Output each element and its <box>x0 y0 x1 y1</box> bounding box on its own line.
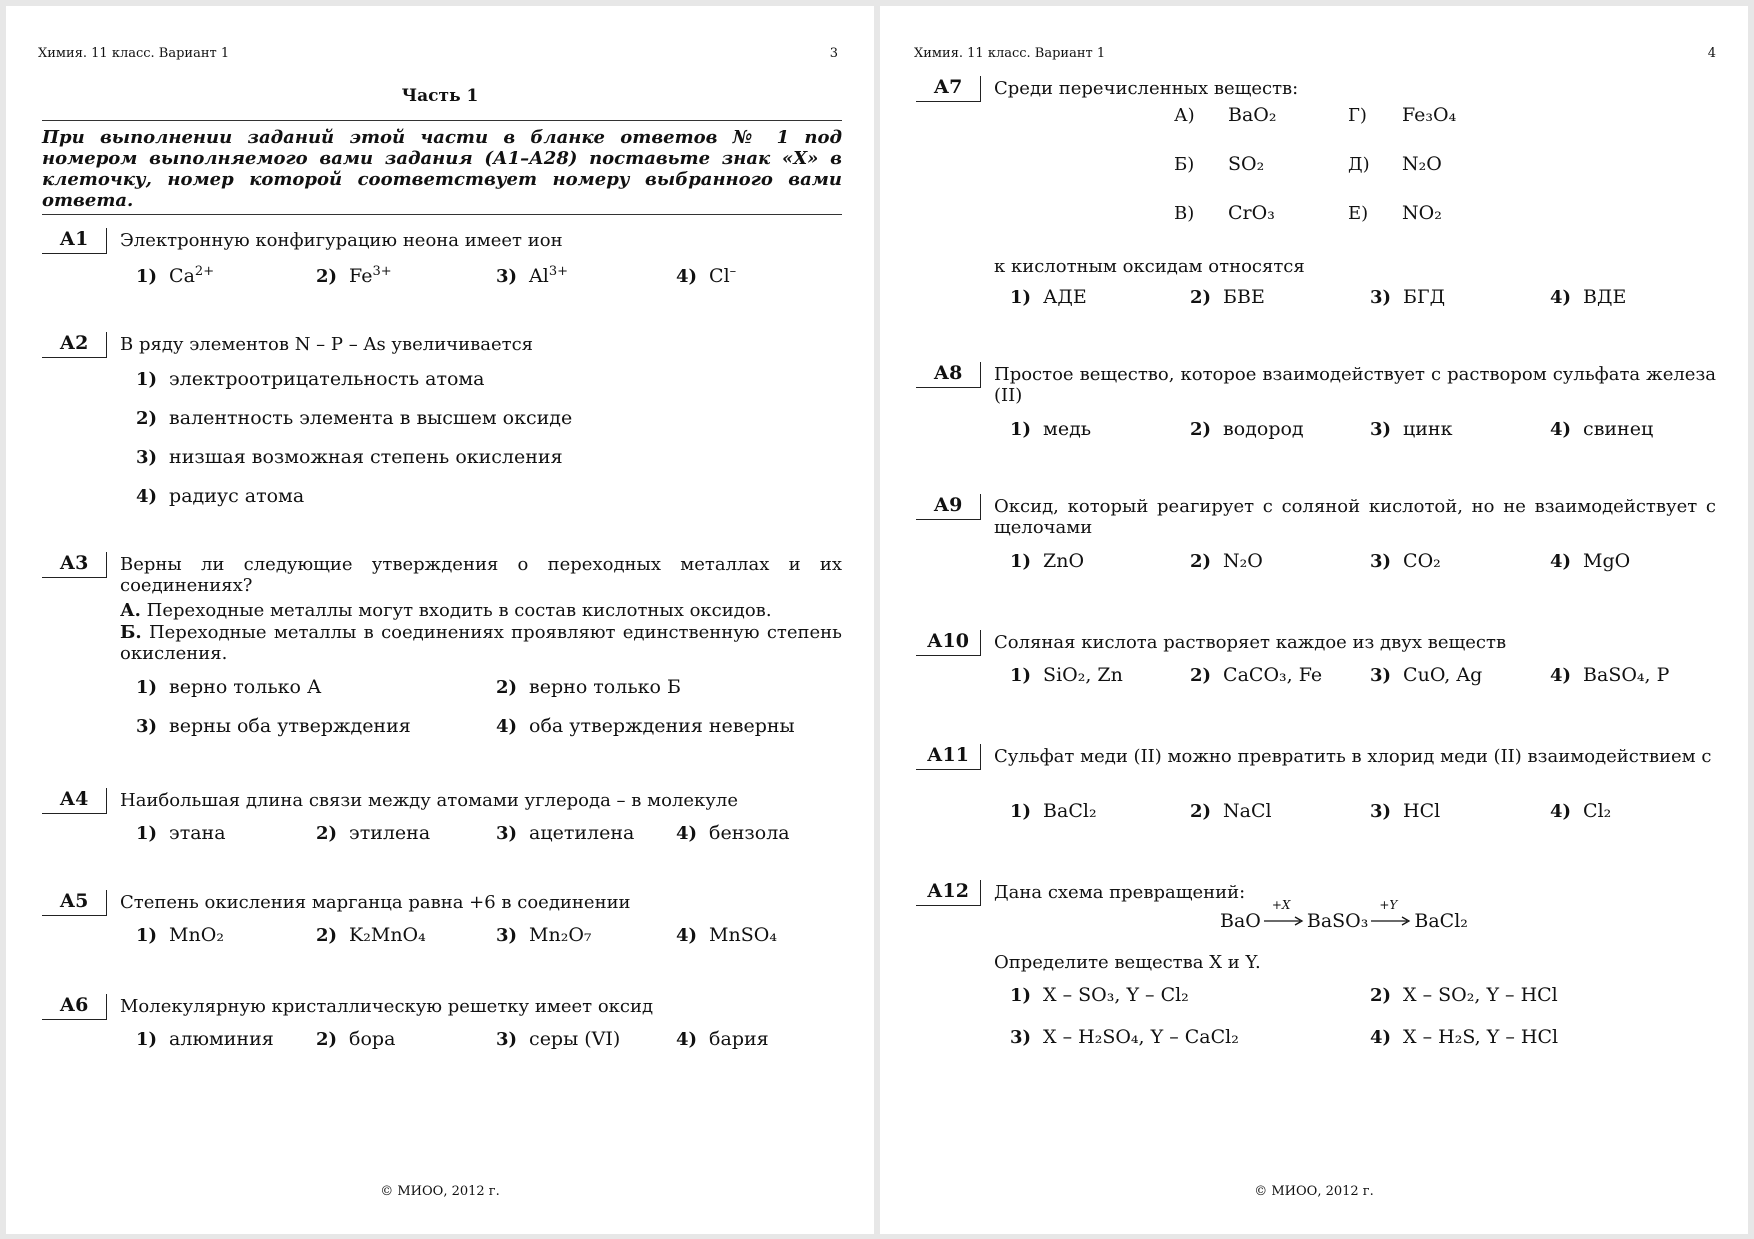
reaction-arrow-icon: +Y <box>1371 913 1411 927</box>
page-number: 4 <box>1707 46 1716 61</box>
question-number: А6 <box>42 994 107 1020</box>
answer-option: 3) $Al^{3+}$ <box>496 264 569 287</box>
answer-option: 1) электроотрицательность атома <box>136 368 485 390</box>
answer-option: 1) X – SO₃, Y – Cl₂ <box>1010 984 1189 1006</box>
answer-option: 1) MnO₂ <box>136 924 224 946</box>
question-a11 <box>916 744 1716 824</box>
instructions: При выполнении заданий этой части в бланке ответов № 1 под номером выполняемого вами задания (А1–А28) поставьте знак «Х» в клеточку, номер которой соответствует номеру выбранного вами ответа. <box>42 120 842 215</box>
question-a9 <box>916 494 1716 574</box>
header-title: Химия. 11 класс. Вариант 1 <box>38 46 230 61</box>
question-a8 <box>916 362 1716 442</box>
answer-option: 4) свинец <box>1550 418 1654 440</box>
question-text: Дана схема превращений: <box>994 882 1246 903</box>
answer-option: 1) $Ca^{2+}$ <box>136 264 215 287</box>
substance-item: А) BaO₂ <box>1174 104 1277 126</box>
question-a2 <box>42 332 842 512</box>
question-text: Молекулярную кристаллическую решетку имеет оксид <box>120 996 654 1017</box>
answer-option: 2) этилена <box>316 822 431 844</box>
answer-option: 3) ацетилена <box>496 822 635 844</box>
answer-option: 3) серы (VI) <box>496 1028 621 1050</box>
answer-option: 3) Mn₂O₇ <box>496 924 592 946</box>
answer-option: 3) низшая возможная степень окисления <box>136 446 563 468</box>
answer-option: 1) алюминия <box>136 1028 274 1050</box>
answer-option: 1) верно только А <box>136 676 322 698</box>
question-text: Оксид, который реагирует с соляной кислотой, но не взаимодействует с щелочами <box>994 496 1716 538</box>
transformation-scheme <box>1220 898 1468 932</box>
answer-option: 3) HCl <box>1370 800 1441 822</box>
answer-option: 4) оба утверждения неверны <box>496 715 795 737</box>
question-number: А10 <box>916 630 981 656</box>
question-a1 <box>42 228 842 288</box>
answer-option: 4) радиус атома <box>136 485 305 507</box>
question-number: А3 <box>42 552 107 578</box>
answer-option: 1) этана <box>136 822 226 844</box>
answer-option: 3) БГД <box>1370 286 1446 308</box>
answer-option: 4) MnSO₄ <box>676 924 777 946</box>
answer-option: 3) CuO, Ag <box>1370 664 1483 686</box>
answer-option: 4) Cl₂ <box>1550 800 1612 822</box>
question-continuation: к кислотным оксидам относятся <box>994 256 1305 277</box>
part-title: Часть 1 <box>401 86 479 106</box>
substance-item: В) CrO₃ <box>1174 202 1275 224</box>
question-number: А9 <box>916 494 981 520</box>
answer-option: 2) $Fe^{3+}$ <box>316 264 392 287</box>
substance-item: Д) N₂O <box>1348 153 1442 175</box>
answer-option: 2) NaCl <box>1190 800 1272 822</box>
answer-option: 1) ZnO <box>1010 550 1085 572</box>
right-page <box>880 6 1748 1234</box>
answer-option: 4) MgO <box>1550 550 1631 572</box>
question-number: А7 <box>916 76 981 102</box>
question-number: А1 <box>42 228 107 254</box>
answer-option: 2) N₂O <box>1190 550 1263 572</box>
question-number: А5 <box>42 890 107 916</box>
answer-option: 4) Cl– <box>676 264 737 287</box>
answer-option: 3) CO₂ <box>1370 550 1441 572</box>
left-page <box>6 6 874 1234</box>
footer-copyright: © МИОО, 2012 г. <box>1254 1184 1374 1199</box>
answer-option: 1) АДЕ <box>1010 286 1087 308</box>
question-a4 <box>42 788 842 848</box>
question-a6 <box>42 994 842 1054</box>
answer-option: 1) BaCl₂ <box>1010 800 1097 822</box>
question-a12 <box>916 880 1716 1060</box>
answer-option: 2) БВЕ <box>1190 286 1265 308</box>
question-a3 <box>42 552 842 742</box>
question-text: Соляная кислота растворяет каждое из двух веществ <box>994 632 1507 653</box>
question-number: А12 <box>916 880 981 906</box>
answer-option: 1) SiO₂, Zn <box>1010 664 1123 686</box>
header-title: Химия. 11 класс. Вариант 1 <box>914 46 1106 61</box>
question-continuation: Определите вещества X и Y. <box>994 952 1261 973</box>
page-number: 3 <box>829 46 838 61</box>
question-text: Среди перечисленных веществ: <box>994 78 1299 99</box>
question-text: Сульфат меди (II) можно превратить в хлорид меди (II) взаимодействием с <box>994 746 1712 767</box>
reaction-arrow-icon: +X <box>1264 913 1304 927</box>
scheme-mid: BaSO₃ <box>1306 910 1369 932</box>
question-a5 <box>42 890 842 950</box>
answer-option: 1) медь <box>1010 418 1092 440</box>
answer-option: 4) X – H₂S, Y – HCl <box>1370 1026 1559 1048</box>
answer-option: 2) валентность элемента в высшем оксиде <box>136 407 573 429</box>
answer-option: 4) BaSO₄, P <box>1550 664 1670 686</box>
question-text: Верны ли следующие утверждения о переходных металлах и их соединениях? <box>120 554 842 596</box>
answer-option: 2) верно только Б <box>496 676 681 698</box>
question-number: А11 <box>916 744 981 770</box>
question-text: В ряду элементов N – P – As увеличивается <box>120 334 534 355</box>
answer-option: 4) ВДЕ <box>1550 286 1627 308</box>
question-a7 <box>916 76 1716 316</box>
answer-option: 2) бора <box>316 1028 396 1050</box>
question-text: Электронную конфигурацию неона имеет ион <box>120 230 563 251</box>
answer-option: 3) X – H₂SO₄, Y – CaCl₂ <box>1010 1026 1239 1048</box>
answer-option: 2) K₂MnO₄ <box>316 924 426 946</box>
question-number: А8 <box>916 362 981 388</box>
question-number: А4 <box>42 788 107 814</box>
question-text: Степень окисления марганца равна +6 в соединении <box>120 892 631 913</box>
answer-option: 2) CaCO₃, Fe <box>1190 664 1323 686</box>
question-text: Простое вещество, которое взаимодействует с раствором сульфата железа (II) <box>994 364 1716 406</box>
scheme-end: BaCl₂ <box>1414 910 1468 932</box>
statement-b: Б. Переходные металлы в соединениях проявляют единственную степень окисления. <box>120 622 842 664</box>
answer-option: 3) цинк <box>1370 418 1453 440</box>
scheme-start: BaO <box>1220 910 1261 932</box>
question-a10 <box>916 630 1716 690</box>
answer-option: 4) бензола <box>676 822 790 844</box>
question-number: А2 <box>42 332 107 358</box>
footer-copyright: © МИОО, 2012 г. <box>380 1184 500 1199</box>
answer-option: 3) верны оба утверждения <box>136 715 411 737</box>
substance-item: Г) Fe₃O₄ <box>1348 104 1457 126</box>
substance-item: Е) NO₂ <box>1348 202 1442 224</box>
statement-a: А. Переходные металлы могут входить в состав кислотных оксидов. <box>120 600 772 621</box>
answer-option: 2) водород <box>1190 418 1304 440</box>
substance-item: Б) SO₂ <box>1174 153 1265 175</box>
answer-option: 4) бария <box>676 1028 769 1050</box>
answer-option: 2) X – SO₂, Y – HCl <box>1370 984 1558 1006</box>
question-text: Наибольшая длина связи между атомами углерода – в молекуле <box>120 790 738 811</box>
